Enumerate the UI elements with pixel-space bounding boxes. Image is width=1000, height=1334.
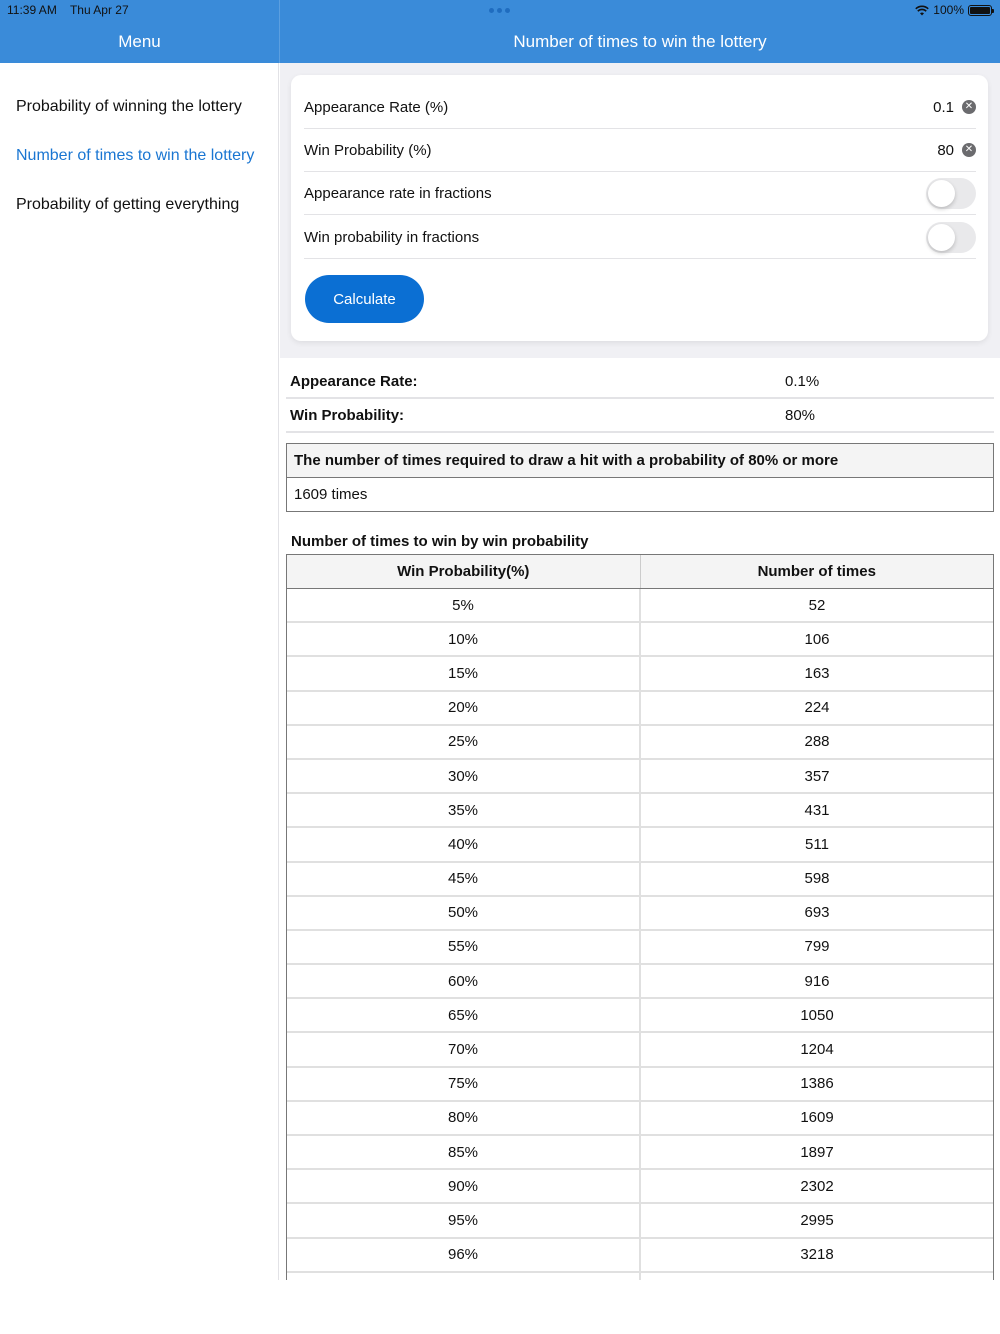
- win-fraction-label: Win probability in fractions: [304, 228, 480, 246]
- number-of-times-cell: 598: [804, 870, 830, 888]
- status-bar-left: [7, 3, 139, 17]
- win-probability-cell: 5%: [287, 589, 641, 621]
- table-row: [287, 897, 993, 931]
- table-row: [287, 1170, 993, 1204]
- win-probability-cell: 10%: [287, 623, 641, 655]
- win-probability-cell: 45%: [287, 863, 641, 895]
- table-row: [287, 1204, 993, 1238]
- table-row: [287, 1239, 993, 1273]
- number-of-times-cell: 1204: [800, 1041, 834, 1059]
- win-probability-cell: 25%: [287, 726, 641, 758]
- status-time: 11:39 AM: [7, 3, 57, 17]
- number-of-times-cell: 1609: [800, 1109, 834, 1127]
- number-of-times-cell: 288: [804, 733, 830, 751]
- page-title: Number of times to win the lottery: [513, 32, 767, 51]
- win-probability-cell: 90%: [287, 1170, 641, 1202]
- main-content: [280, 63, 1000, 1280]
- wifi-icon: [915, 5, 929, 16]
- probability-table: [286, 554, 994, 1280]
- input-card: [291, 75, 988, 341]
- win-probability-cell: 60%: [287, 965, 641, 997]
- table-row: [287, 828, 993, 862]
- number-of-times-cell: 916: [804, 972, 830, 990]
- navigation-header: [0, 0, 1000, 63]
- number-of-times-cell: 52: [808, 596, 826, 614]
- table-row: [287, 1273, 993, 1280]
- number-of-times-cell: 224: [804, 699, 830, 717]
- column-header-win-probability: Win Probability(%): [287, 555, 641, 588]
- appearance-rate-row: [304, 86, 976, 129]
- table-row: [287, 863, 993, 897]
- required-times-heading: The number of times required to draw a hit with a probability of 80% or more: [287, 444, 993, 478]
- win-probability-cell: 85%: [287, 1136, 641, 1168]
- sidebar-item-times-to-win[interactable]: Number of times to win the lottery: [16, 147, 255, 164]
- table-row: [287, 1136, 993, 1170]
- appearance-fraction-row: [304, 172, 976, 215]
- required-times-value: 1609 times: [294, 486, 368, 503]
- status-date: Thu Apr 27: [69, 3, 129, 17]
- table-row: [287, 589, 993, 623]
- win-probability-cell: 50%: [287, 897, 641, 929]
- table-row: [287, 657, 993, 691]
- table-row: [287, 760, 993, 794]
- win-probability-cell: 70%: [287, 1033, 641, 1065]
- win-probability-cell: 55%: [287, 931, 641, 963]
- table-row: [287, 692, 993, 726]
- win-probability-cell: 20%: [287, 692, 641, 724]
- toggle-knob: [928, 180, 955, 207]
- table-header-row: [287, 555, 993, 589]
- table-row: [287, 1033, 993, 1067]
- sidebar: [0, 63, 279, 1280]
- sidebar-title: Menu: [118, 32, 161, 51]
- number-of-times-cell: 693: [804, 904, 830, 922]
- win-probability-input[interactable]: [894, 142, 954, 159]
- win-probability-cell: 75%: [287, 1068, 641, 1100]
- win-probability-cell: 96%: [287, 1239, 641, 1271]
- number-of-times-cell: 163: [804, 664, 830, 682]
- table-row: [287, 794, 993, 828]
- battery-icon: [968, 5, 992, 16]
- win-probability-label: Win Probability (%): [304, 141, 432, 159]
- calculate-button[interactable]: Calculate: [305, 275, 424, 323]
- number-of-times-cell: 1386: [800, 1075, 834, 1093]
- number-of-times-cell: 2302: [800, 1177, 834, 1195]
- toggle-knob: [928, 224, 955, 251]
- sidebar-item-winning-probability[interactable]: Probability of winning the lottery: [16, 98, 242, 115]
- number-of-times-cell: 1897: [800, 1143, 834, 1161]
- win-probability-cell: 15%: [287, 657, 641, 689]
- appearance-rate-input[interactable]: [894, 99, 954, 116]
- table-caption: Number of times to win by win probability: [291, 533, 589, 550]
- table-row: [287, 1102, 993, 1136]
- table-row: [287, 999, 993, 1033]
- win-probability-cell: 35%: [287, 794, 641, 826]
- result-appearance-rate-value: 0.1%: [785, 372, 820, 390]
- battery-percent: 100%: [933, 3, 964, 17]
- number-of-times-cell: 511: [805, 835, 829, 853]
- win-probability-cell: 40%: [287, 828, 641, 860]
- table-row: [287, 726, 993, 760]
- clear-icon[interactable]: ✕: [962, 143, 976, 157]
- number-of-times-cell: [641, 1273, 993, 1280]
- win-probability-cell: 30%: [287, 760, 641, 792]
- required-times-box: [286, 443, 994, 512]
- appearance-fraction-toggle[interactable]: [926, 178, 976, 209]
- result-appearance-rate: [286, 365, 994, 399]
- win-probability-row: [304, 129, 976, 172]
- win-probability-cell: 80%: [287, 1102, 641, 1134]
- number-of-times-cell: 799: [804, 938, 830, 956]
- clear-icon[interactable]: ✕: [962, 100, 976, 114]
- more-dots-icon[interactable]: [489, 8, 510, 13]
- result-win-probability-label: Win Probability:: [290, 406, 405, 424]
- table-row: [287, 931, 993, 965]
- win-probability-cell: 65%: [287, 999, 641, 1031]
- win-probability-cell: [287, 1273, 641, 1280]
- result-win-probability-value: 80%: [785, 406, 816, 424]
- number-of-times-cell: 357: [804, 767, 830, 785]
- table-row: [287, 1068, 993, 1102]
- result-win-probability: [286, 399, 994, 433]
- win-fraction-toggle[interactable]: [926, 222, 976, 253]
- table-row: [287, 965, 993, 999]
- number-of-times-cell: 431: [804, 801, 830, 819]
- win-fraction-row: [304, 216, 976, 259]
- column-header-number-of-times: Number of times: [757, 563, 876, 580]
- appearance-rate-label: Appearance Rate (%): [304, 98, 449, 116]
- number-of-times-cell: 1050: [800, 1006, 834, 1024]
- number-of-times-cell: 2995: [800, 1211, 834, 1229]
- win-probability-cell: 95%: [287, 1204, 641, 1236]
- number-of-times-cell: 106: [804, 630, 830, 648]
- table-row: [287, 623, 993, 657]
- sidebar-item-getting-everything[interactable]: Probability of getting everything: [16, 196, 240, 213]
- form-background: [280, 63, 1000, 358]
- status-bar-right: [915, 3, 992, 17]
- number-of-times-cell: 3218: [800, 1246, 834, 1264]
- result-appearance-rate-label: Appearance Rate:: [290, 372, 418, 390]
- appearance-fraction-label: Appearance rate in fractions: [304, 184, 492, 202]
